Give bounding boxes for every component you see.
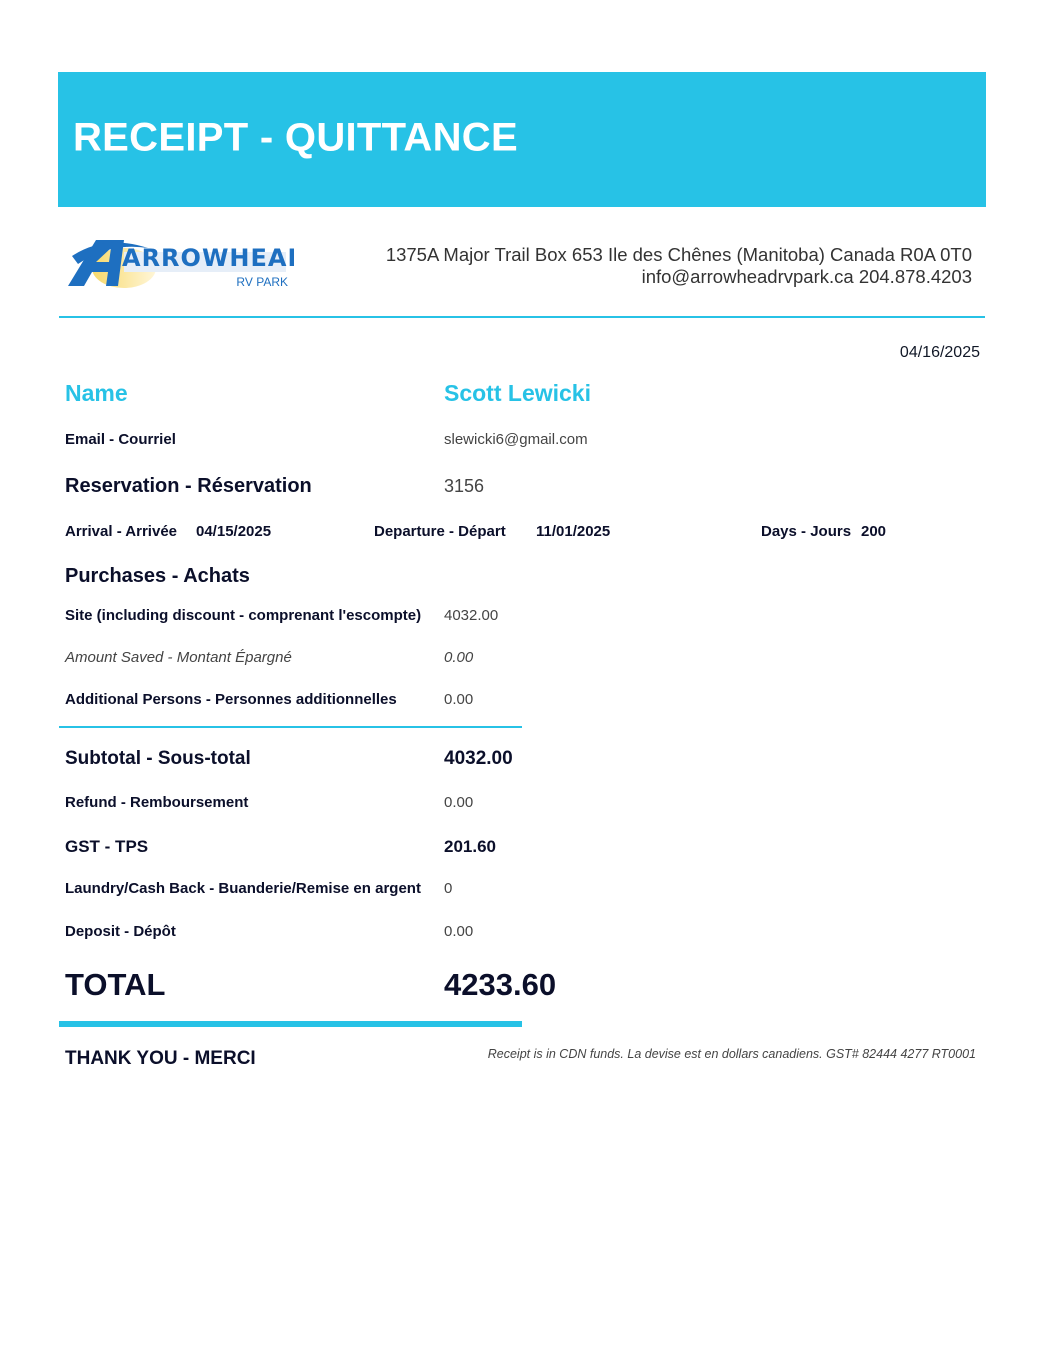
header-banner [58,72,986,207]
site-label: Site (including discount - comprenant l'escompte) [65,607,422,624]
thank-you: THANK YOU - MERCI [65,1048,256,1069]
email-label: Email - Courriel [65,431,176,448]
subtotal-amount: 4032.00 [444,748,513,769]
deposit-amount: 0.00 [444,923,474,940]
total-label: TOTAL [65,967,166,1002]
currency-note: Receipt is in CDN funds. La devise est en dollars canadiens. GST# 82444 4277 RT0001 [487,1047,976,1061]
company-address: 1375A Major Trail Box 653 Ile des Chênes (Manitoba) Canada R0A 0T0 [385,244,972,265]
arrival-date: 04/15/2025 [196,523,272,540]
additional-persons-amount: 0.00 [444,691,474,708]
saved-amount: 0.00 [444,649,474,666]
company-contact [386,244,972,288]
purchases-divider [59,726,522,728]
company-logo [66,234,294,294]
additional-persons-label: Additional Persons - Personnes additionnelles [65,691,397,708]
refund-amount: 0.00 [444,794,474,811]
subtotal-label: Subtotal - Sous-total [65,748,251,769]
company-email-phone: info@arrowheadrvpark.ca 204.878.4203 [641,266,972,287]
reservation-label: Reservation - Réservation [65,475,312,497]
receipt-date: 04/16/2025 [899,344,980,361]
laundry-label: Laundry/Cash Back - Buanderie/Remise en argent [65,880,421,897]
reservation-number: 3156 [444,476,485,496]
days-value: 200 [861,523,887,540]
gst-amount: 201.60 [444,837,496,856]
refund-label: Refund - Remboursement [65,794,249,811]
total-amount: 4233.60 [444,967,557,1002]
days-label: Days - Jours [761,523,852,540]
departure-label: Departure - Départ [374,523,506,540]
purchases-heading: Purchases - Achats [65,565,250,587]
gst-label: GST - TPS [65,837,149,856]
departure-date: 11/01/2025 [536,523,611,540]
laundry-amount: 0 [444,880,453,897]
site-amount: 4032.00 [444,607,499,624]
logo-text: ARROWHEAD [122,244,294,272]
saved-label: Amount Saved - Montant Épargné [65,649,292,666]
deposit-label: Deposit - Dépôt [65,923,176,940]
customer-email: slewicki6@gmail.com [444,431,588,448]
page-title: RECEIPT - QUITTANCE [73,115,518,160]
arrival-label: Arrival - Arrivée [65,523,178,540]
customer-name: Scott Lewicki [444,380,591,406]
header-divider [59,316,985,318]
arrowhead-logo-icon [66,234,294,294]
total-divider [59,1021,522,1027]
name-label: Name [65,380,128,406]
logo-subtext: RV PARK [236,275,288,289]
